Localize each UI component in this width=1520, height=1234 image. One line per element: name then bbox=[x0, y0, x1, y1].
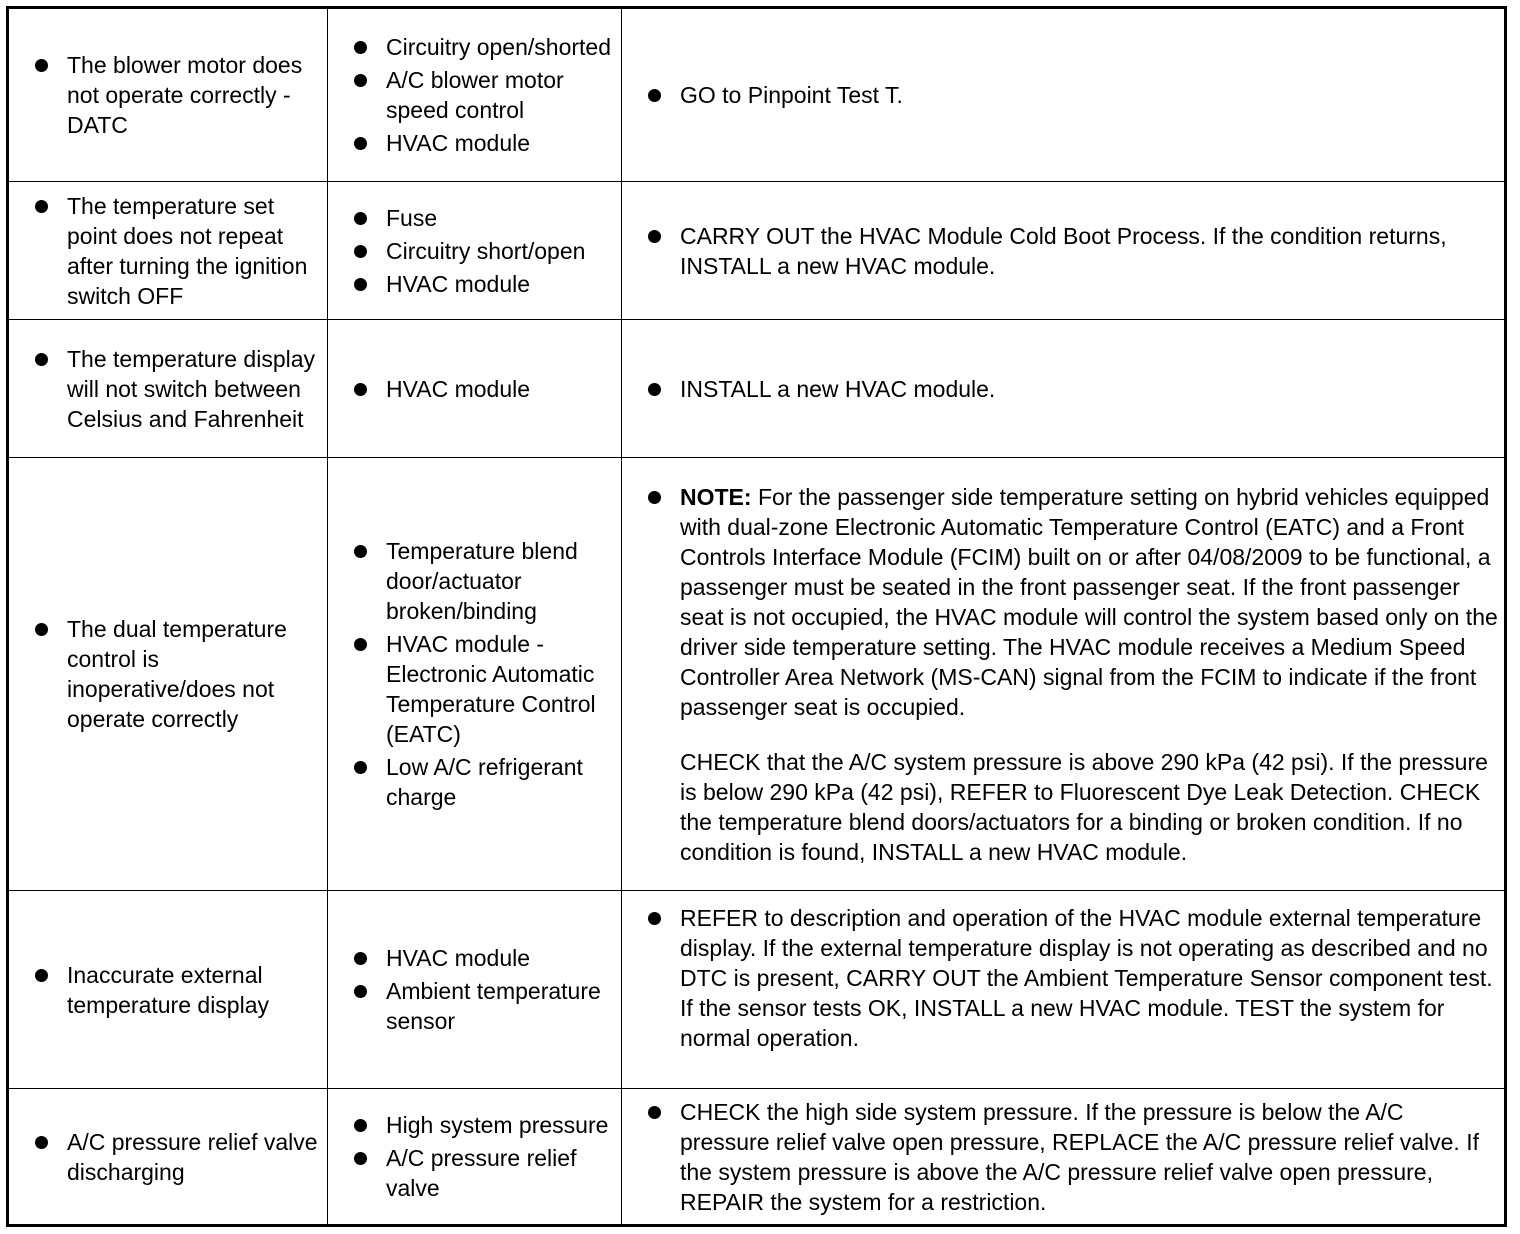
bullet-icon bbox=[35, 623, 48, 636]
condition-cell bbox=[9, 458, 328, 890]
note-paragraph bbox=[680, 482, 1498, 722]
possible-source-cell bbox=[328, 9, 622, 181]
action-text: CHECK that the A/C system pressure is above 290 kPa (42 psi). If the pressure is below 290 kPa (42 psi), REFER to Fluorescent Dye Leak Detection. CHECK the temperature blend doors/actuators for a binding or broken condition. If no condition is found, INSTALL a new HVAC module. bbox=[680, 748, 1488, 865]
action-cell bbox=[622, 182, 1504, 319]
bullet-icon bbox=[354, 245, 367, 258]
bullet-icon bbox=[354, 985, 367, 998]
table-row bbox=[9, 457, 1504, 890]
source-text: A/C pressure relief valve bbox=[386, 1145, 577, 1201]
bullet-icon bbox=[648, 89, 661, 102]
source-text: High system pressure bbox=[386, 1112, 609, 1138]
bullet-icon bbox=[354, 41, 367, 54]
condition-text: A/C pressure relief valve discharging bbox=[67, 1128, 318, 1185]
source-text: HVAC module - Electronic Automatic Temperature Control (EATC) bbox=[386, 631, 596, 747]
bullet-icon bbox=[35, 353, 48, 366]
source-text: HVAC module bbox=[386, 375, 531, 402]
possible-source-cell bbox=[328, 1089, 622, 1224]
bullet-icon bbox=[35, 59, 48, 72]
source-text: HVAC module bbox=[386, 270, 531, 297]
source-text: Circuitry open/shorted bbox=[386, 34, 611, 60]
action-cell bbox=[622, 1089, 1504, 1224]
bullet-icon bbox=[354, 638, 367, 651]
bullet-icon bbox=[648, 912, 661, 925]
condition-cell bbox=[9, 1089, 328, 1224]
source-text: HVAC module bbox=[386, 945, 531, 971]
bullet-icon bbox=[354, 74, 367, 87]
bullet-icon bbox=[354, 1152, 367, 1165]
table-row bbox=[9, 181, 1504, 319]
bullet-icon bbox=[354, 137, 367, 150]
bullet-icon bbox=[354, 545, 367, 558]
note-text: For the passenger side temperature setting on hybrid vehicles equipped with dual-zone Electronic Automatic Temperature Control (EATC) and a Front Controls Interface Module (FCIM) built on or after 04/08/2009 to be functional, a passenger must be seated in the front passenger seat. If the front passenger seat is not occupied, the HVAC module will control the system based only on the driver side temperature setting. The HVAC module receives a Medium Speed Controller Area Network (MS-CAN) signal from the FCIM to indicate if the front passenger seat is occupied. bbox=[680, 483, 1498, 720]
possible-source-cell bbox=[328, 458, 622, 890]
bullet-icon bbox=[354, 212, 367, 225]
action-text: INSTALL a new HVAC module. bbox=[680, 375, 996, 402]
table-row bbox=[9, 319, 1504, 457]
action-cell bbox=[622, 458, 1504, 890]
bullet-icon bbox=[354, 761, 367, 774]
possible-source-cell bbox=[328, 182, 622, 319]
table-row bbox=[9, 890, 1504, 1088]
source-text: Low A/C refrigerant charge bbox=[386, 754, 583, 810]
action-text: GO to Pinpoint Test T. bbox=[680, 82, 903, 108]
bullet-icon bbox=[648, 491, 661, 504]
action-cell bbox=[622, 320, 1504, 457]
source-text: Ambient temperature sensor bbox=[386, 978, 601, 1034]
condition-text: The temperature set point does not repeat after turning the ignition switch OFF bbox=[67, 192, 308, 309]
source-text: Circuitry short/open bbox=[386, 237, 586, 264]
possible-source-cell bbox=[328, 891, 622, 1088]
action-text: CHECK the high side system pressure. If the pressure is below the A/C pressure relief valve open pressure, REPLACE the A/C pressure relief valve. If the system pressure is above the A/C pressure relief valve open pressure, REPAIR the system for a restriction. bbox=[680, 1098, 1479, 1215]
bullet-icon bbox=[35, 200, 48, 213]
condition-cell bbox=[9, 320, 328, 457]
bullet-icon bbox=[354, 383, 367, 396]
bullet-icon bbox=[354, 952, 367, 965]
source-text: HVAC module bbox=[386, 130, 531, 156]
bullet-icon bbox=[354, 278, 367, 291]
symptom-chart-table bbox=[6, 6, 1507, 1227]
bullet-icon bbox=[648, 230, 661, 243]
source-text: Temperature blend door/actuator broken/binding bbox=[386, 538, 578, 624]
source-text: Fuse bbox=[386, 204, 438, 231]
bullet-icon bbox=[648, 1106, 661, 1119]
condition-cell bbox=[9, 182, 328, 319]
action-text: REFER to description and operation of the HVAC module external temperature display. If the external temperature display is not operating as described and no DTC is present, CARRY OUT the Ambient Temperature Sensor component test. If the sensor tests OK, INSTALL a new HVAC module. TEST the system for normal operation. bbox=[680, 905, 1493, 1051]
possible-source-cell bbox=[328, 320, 622, 457]
bullet-icon bbox=[35, 1136, 48, 1149]
table-row bbox=[9, 1088, 1504, 1224]
condition-cell bbox=[9, 891, 328, 1088]
table-row bbox=[9, 9, 1504, 181]
condition-text: The temperature display will not switch between Celsius and Fahrenheit bbox=[67, 345, 316, 432]
bullet-icon bbox=[648, 383, 661, 396]
bullet-icon bbox=[354, 1119, 367, 1132]
condition-cell bbox=[9, 9, 328, 181]
action-cell bbox=[622, 9, 1504, 181]
action-cell bbox=[622, 891, 1504, 1088]
note-label: NOTE: bbox=[680, 483, 752, 510]
bullet-icon bbox=[35, 969, 48, 982]
source-text: A/C blower motor speed control bbox=[386, 67, 564, 123]
action-text: CARRY OUT the HVAC Module Cold Boot Process. If the condition returns, INSTALL a new HVAC module. bbox=[680, 222, 1447, 279]
condition-text: The dual temperature control is inoperative/does not operate correctly bbox=[67, 616, 287, 732]
condition-text: Inaccurate external temperature display bbox=[67, 961, 269, 1018]
condition-text: The blower motor does not operate correctly - DATC bbox=[67, 52, 303, 138]
